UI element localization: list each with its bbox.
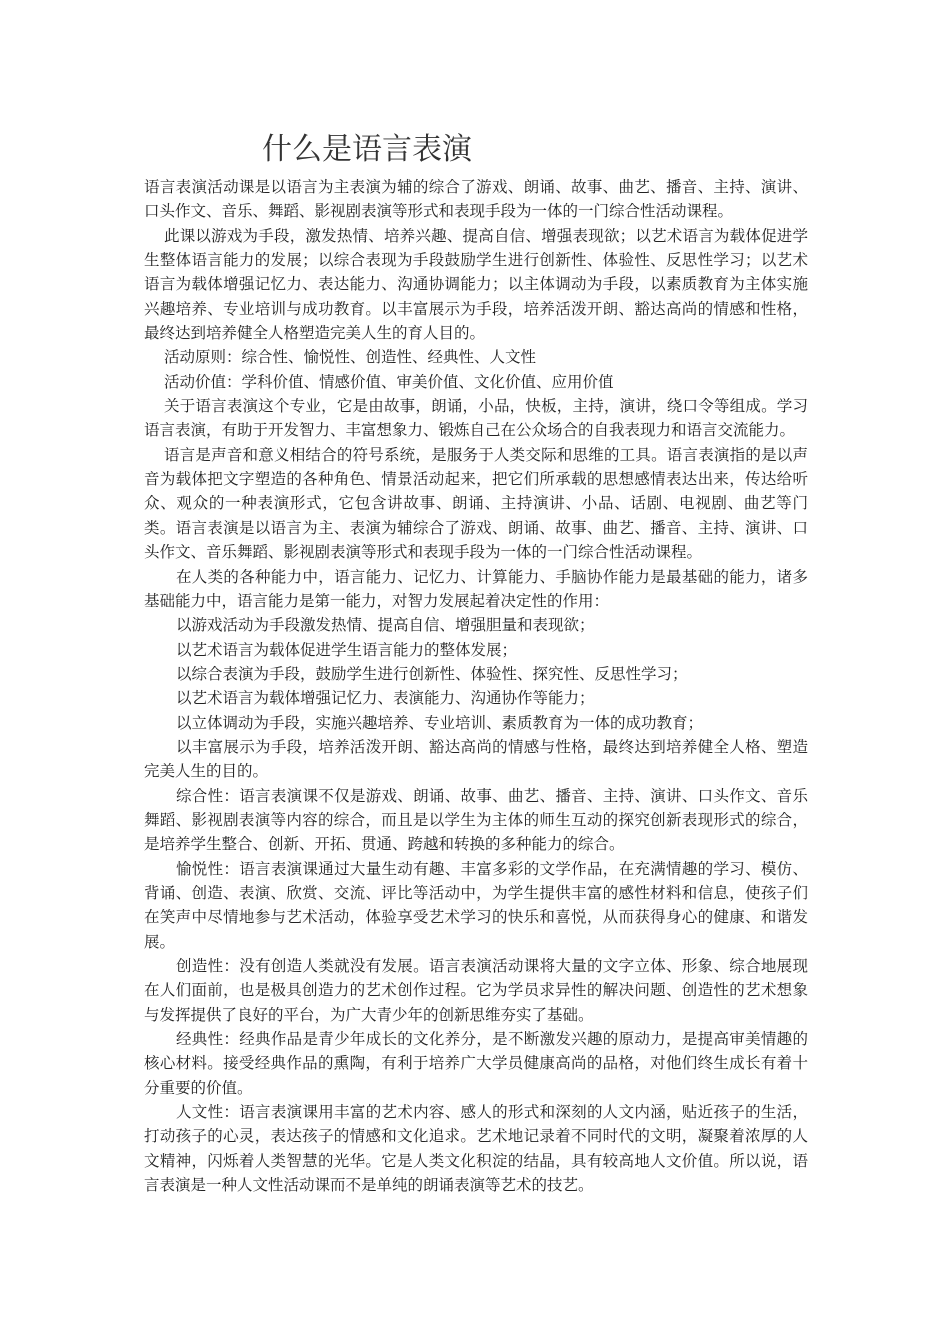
list-item-success-education: 以立体调动为手段，实施兴趣培养、专业培训、素质教育为一体的成功教育； (176, 713, 704, 732)
paragraph-major: 关于语言表演这个专业，它是由故事，朗诵，小品，快板，主持，演讲，绕口令等组成。学习语言表演，有助于开发智力、丰富想象力、锻炼自己在公众场合的自我表现力和语言交流能力。 (144, 397, 808, 440)
paragraph-language-definition: 语言是声音和意义相结合的符号系统，是服务于人类交际和思维的工具。语言表演指的是以声音为载体把文字塑造的各种角色、情景活动起来，把它们所承载的思想感情表达出来，传达给听众、观众的一种表演形式，它包含讲故事、朗诵、主持演讲、小品、话剧、电视剧、曲艺等门类。语言表演是以语言为主、表演为辅综合了游戏、朗诵、故事、曲艺、播音、主持、演讲、口头作文、音乐舞蹈、影视剧表演等形式和表现手段为一体的一门综合性活动课程。 (144, 445, 808, 562)
paragraph-humanity: 人文性：语言表演课用丰富的艺术内容、感人的形式和深刻的人文内涵，贴近孩子的生活，打动孩子的心灵，表达孩子的情感和文化追求。艺术地记录着不同时代的文明，凝聚着浓厚的人文精神，闪烁着人类智慧的光华。它是人类文化积淀的结晶，具有较高地人文价值。所以说，语言表演是一种人文性活动课而不是单纯的朗诵表演等艺术的技艺。 (144, 1103, 808, 1195)
document-body (144, 175, 808, 1197)
list-item-art-language: 以艺术语言为载体促进学生语言能力的整体发展； (176, 640, 518, 659)
paragraph-classics: 经典性：经典作品是青少年成长的文化养分，是不断激发兴趣的原动力，是提高审美情趣的核心材料。接受经典作品的熏陶，有利于培养广大学员健康高尚的品格，对他们终生成长有着十分重要的价值。 (144, 1030, 808, 1097)
paragraph-intro: 语言表演活动课是以语言为主表演为辅的综合了游戏、朗诵、故事、曲艺、播音、主持、演讲、口头作文、音乐、舞蹈、影视剧表演等形式和表现手段为一体的一门综合性活动课程。 (144, 178, 808, 221)
list-item-memory: 以艺术语言为载体增强记忆力、表演能力、沟通协作等能力； (176, 689, 595, 708)
paragraph-values: 活动价值：学科价值、情感价值、审美价值、文化价值、应用价值 (164, 372, 614, 391)
list-item-personality: 以丰富展示为手段，培养活泼开朗、豁达高尚的情感与性格，最终达到培养健全人格、塑造完美人生的目的。 (144, 737, 808, 781)
paragraph-course-goals: 此课以游戏为手段，激发热情、培养兴趣、提高自信、增强表现欲；以艺术语言为载体促进学生整体语言能力的发展；以综合表现为手段鼓励学生进行创新性、体验性、反思性学习；以艺术语言为载体增强记忆力、表达能力、沟通协调能力；以主体调动为手段，以素质教育为主体实施兴趣培养、专业培训与成功教育。以丰富展示为手段，培养活泼开朗、豁达高尚的情感和性格，最终达到培养健全人格塑造完美人生的育人目的。 (144, 226, 808, 343)
paragraph-pleasure: 愉悦性：语言表演课通过大量生动有趣、丰富多彩的文学作品，在充满情趣的学习、模仿、背诵、创造、表演、欣赏、交流、评比等活动中，为学生提供丰富的感性材料和信息，使孩子们在笑声中尽情地参与艺术活动，体验享受艺术学习的快乐和喜悦，从而获得身心的健康、和谐发展。 (144, 859, 808, 951)
document-title: 什么是语言表演 (262, 132, 472, 167)
paragraph-comprehensiveness: 综合性：语言表演课不仅是游戏、朗诵、故事、曲艺、播音、主持、演讲、口头作文、音乐舞蹈、影视剧表演等内容的综合，而且是以学生为主体的师生互动的探究创新表现形式的综合，是培养学生整合、创新、开拓、贯通、跨越和转换的多种能力的综合。 (144, 786, 808, 854)
paragraph-abilities: 在人类的各种能力中，语言能力、记忆力、计算能力、手脑协作能力是最基础的能力，诸多基础能力中，语言能力是第一能力，对智力发展起着决定性的作用： (144, 567, 808, 610)
paragraph-principles: 活动原则：综合性、愉悦性、创造性、经典性、人文性 (164, 348, 537, 367)
list-item-games: 以游戏活动为手段激发热情、提高自信、增强胆量和表现欲； (176, 616, 595, 635)
paragraph-creativity: 创造性：没有创造人类就没有发展。语言表演活动课将大量的文字立体、形象、综合地展现在人们面前，也是极具创造力的艺术创作过程。它为学员求异性的解决问题、创造性的艺术想象与发挥提供了良好的平台，为广大青少年的创新思维夯实了基础。 (144, 957, 808, 1024)
list-item-comprehensive: 以综合表演为手段，鼓励学生进行创新性、体验性、探究性、反思性学习； (176, 664, 688, 683)
